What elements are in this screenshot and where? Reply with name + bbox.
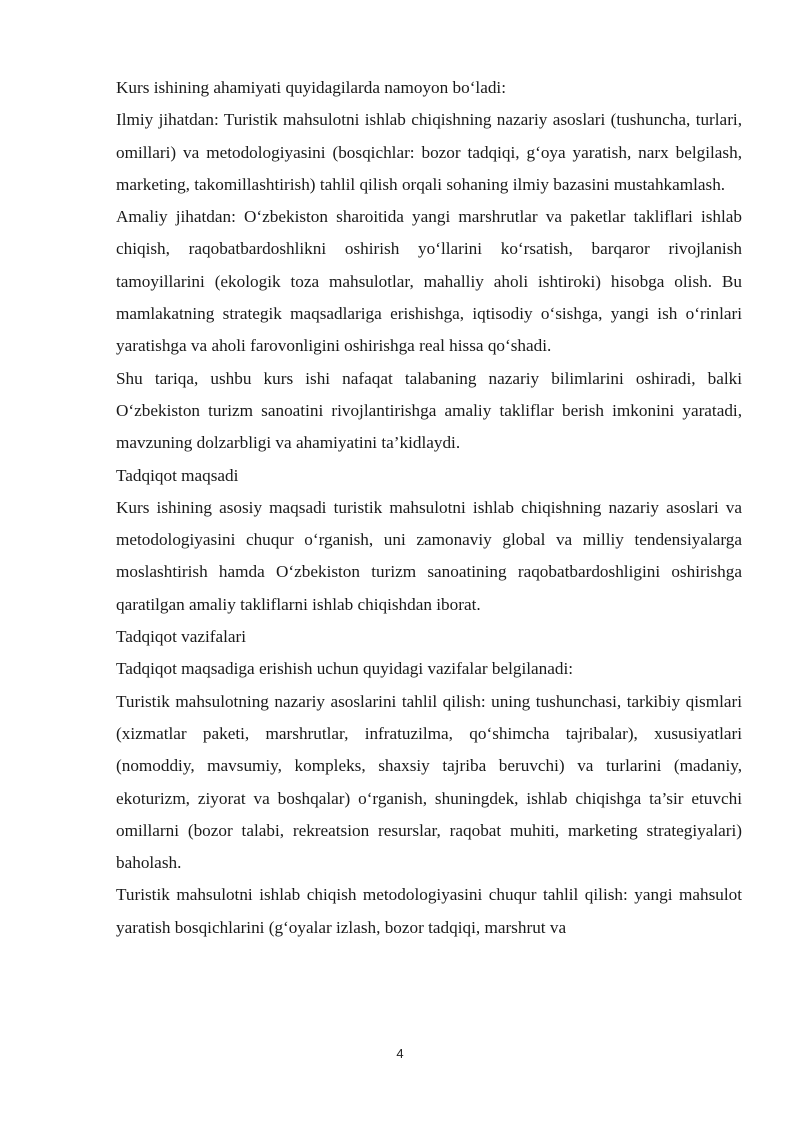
- paragraph-tasks-intro: Tadqiqot maqsadiga erishish uchun quyidagi vazifalar belgilanadi:: [116, 659, 573, 679]
- paragraph-significance-intro: Kurs ishining ahamiyati quyidagilarda namoyon bo‘ladi:: [116, 78, 506, 97]
- paragraph-conclusion: Shu tariqa, ushbu kurs ishi nafaqat talabaning nazariy bilimlarini oshiradi, balki O‘zbekiston turizm sanoatini rivojlantirishga amaliy takliflar berish imkonini yaratadi, mavzuning dolzarbligi va ahamiyatini ta’kidlaydi.: [116, 368, 742, 453]
- paragraph-practical-significance: Amaliy jihatdan: O‘zbekiston sharoitida yangi marshrutlar va paketlar takliflari ishlab chiqish, raqobatbardoshlikni oshirish yo‘llarini ko‘rsatish, barqaror rivojlanish tamoyillarini (ekologik toza mahsulotlar, mahalliy aholi ishtiroki) hisobga olish. Bu mamlakatning strategik maqsadlariga erishishga, iqtisodiy o‘sishga, yangi ish o‘rinlari yaratishga va aholi farovonligini oshirishga real hissa qo‘shadi.: [116, 207, 742, 356]
- paragraph-task-methodology: Turistik mahsulotni ishlab chiqish metodologiyasini chuqur tahlil qilish: yangi mahsulot yaratish bosqichlarini (g‘oyalar izlash, bozor tadqiqi, marshrut va: [116, 885, 742, 937]
- page-body: [116, 72, 742, 944]
- paragraph-scientific-significance: Ilmiy jihatdan: Turistik mahsulotni ishlab chiqishning nazariy asoslari (tushuncha, turlari, omillari) va metodologiyasini (bosqichlar: bozor tadqiqi, g‘oya yaratish, narx belgilash, marketing, takomillashtirish) tahlil qilish orqali sohaning ilmiy bazasini mustahkamlash.: [116, 110, 742, 194]
- paragraph-task-theory: Turistik mahsulotning nazariy asoslarini tahlil qilish: uning tushunchasi, tarkibiy qismlari (xizmatlar paketi, marshrutlar, infratuzilma, qo‘shimcha tajribalar), xususiyatlari (nomoddiy, mavsumiy, kompleks, shaxsiy tajriba beruvchi) va turlarini (madaniy, ekoturizm, ziyorat va boshqalar) o‘rganish, shuningdek, ishlab chiqishga ta’sir etuvchi omillarni (bozor talabi, rekreatsion resurslar, raqobat muhiti, marketing strategiyalari) baholash.: [116, 691, 742, 873]
- heading-research-goal: Tadqiqot maqsadi: [116, 465, 239, 485]
- heading-research-tasks: Tadqiqot vazifalari: [116, 627, 247, 647]
- paragraph-research-goal: Kurs ishining asosiy maqsadi turistik mahsulotni ishlab chiqishning nazariy asoslari va metodologiyasini chuqur o‘rganish, uni zamonaviy global va milliy tendensiyalarga moslashtirish hamda O‘zbekiston turizm sanoatining raqobatbardoshligini oshirishga qaratilgan amaliy takliflarni ishlab chiqishdan iborat.: [116, 497, 742, 614]
- page-number: 4: [396, 1046, 404, 1061]
